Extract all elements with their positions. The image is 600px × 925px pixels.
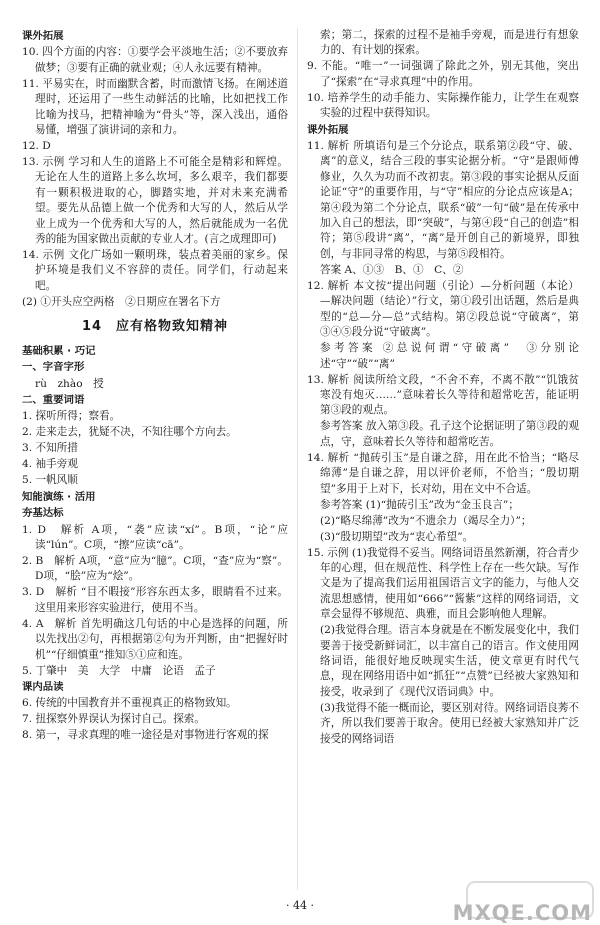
answer-item: 5. 一帆风顺 <box>22 474 78 487</box>
answer-item: 14. 解析 “抛砖引玉”是自谦之辞，用在此不恰当；“略尽绵薄”是自谦之辞，用以评价老师，不恰当；“殷切期望”多用于上对下，长对幼，用在文中不合适。 <box>307 451 579 495</box>
answer-item: 10. 培养学生的动手能力、实际操作能力，让学生在观察实验的过程中获得知识。 <box>307 91 579 120</box>
right-column <box>307 28 579 748</box>
answer-item: 10. 四个方面的内容：①要学会平淡地生活；②不要放弃做梦；③要有正确的就业观；④人永远要有精神。 <box>22 46 288 74</box>
answer-item: 11. 解析 所填语句是三个分论点，联系第②段“守、破、离”的意义，结合三段的事实论据分析。“守”是跟师傅修业，久久为功而不改初衷。第③段的事实论据从反面论证“守”的重要作用，与“守”相应的分论点应该是A；第④段为第二个分论点，联系“破”一句“破”是在传承中加入自己的想法，即“突破”，与第④段“自己的创造”相符；第⑤段讲“离”，“离”是开创自己的新境界，即独创，与非同寻常的构思，与第⑤段相符。 <box>307 140 579 260</box>
answer-line: 参考答案 (1)“抛砖引玉”改为“金玉良言”； <box>320 498 519 511</box>
watermark-text: MXQE.COM <box>452 900 592 925</box>
answer-continuation: (3)我觉得不能一概而论，要区别对待。网络词语良莠不齐，所以我们要善于取舍。使用已经被大家熟知并广泛接受的网络词语 <box>320 701 579 745</box>
answer-item: 3. D 解析 “目不暇接”形容东西太多，眼睛看不过来。这里用来形容实验进行，使用不当。 <box>22 586 288 614</box>
answer-item: 14. 示例 文化广场如一颗明珠，装点着美丽的家乡。保护环境是我们义不容辞的责任。同学们，行动起来吧。 <box>22 249 288 292</box>
answer-item: 12. 解析 本文按“提出问题（引论）—分析问题（本论）—解决问题（结论）”行文，第①段引出话题，然后是典型的“总—分—总”式结构。第②段总说“守破离”，第③④⑤段分说“守破离”。 <box>307 279 579 339</box>
answer-item: 4. A 解析 首先明确这几句话的中心是选择的问题，所以先找出②句，再根据第②句为开判断，由“把握好时机”“仔细慎重”推知⑤①应和连。 <box>22 617 288 661</box>
answer-item: 15. 示例 (1)我觉得不妥当。网络词语虽然新潮，符合青少年的心理，但在规范性、科学性上存在一些欠缺。写作文是为了提高我们运用祖国语言文字的能力，与他人交流思想感情，使用如“666”“酱紫”这样的网络词语，文章会显得不够规范、典雅，而且会影响他人理解。 <box>307 546 579 621</box>
answer-item: 6. 传统的中国教育并不重视真正的格物致知。 <box>22 697 237 710</box>
left-column <box>22 28 288 744</box>
answer-item: 13. 示例 学习和人生的道路上不可能全是精彩和辉煌。无论在人生的道路上多么坎坷，多么艰辛，我们都要有一颗积极进取的心，脚踏实地，并对未来充满希望。要先从品德上做一个优秀和大写的人，然后从学业上成为一个优秀和大写的人，然后就能成为一名优秀的能为国家做出贡献的专业人才。(言之成理即可) <box>22 156 288 246</box>
section-heading: 二、重要词语 <box>22 393 85 406</box>
answer-continuation: (2)我觉得合理。语言本身就是在不断发展变化中，我们要善于接受新鲜词汇，以丰富自己的语言。作文使用网络词语，能很好地反映现实生活，使文章更有时代气息，现在网络用语中如“抓狂”“点赞”已经被大家熟知和接受，收录到了《现代汉语词典》中。 <box>320 624 579 698</box>
answer-item: 3. 不知所措 <box>22 442 78 455</box>
answer-item: 5. 丁肇中 美 大学 中庸 论语 孟子 <box>22 664 216 677</box>
answer-item: 11. 平易实在，时而幽默含蓄，时而激情飞扬。在阐述道理时，还运用了一些生动鲜活的比喻，比如把找工作比喻为找马，把精神喻为“骨头”等，深入浅出，通俗易懂，增强了演讲词的亲和力。 <box>22 77 288 137</box>
answer-line: 参考答案 放入第③段。孔子这个论据证明了第③段的观点，守，意味着长久等待和超常吃苦。 <box>320 420 579 448</box>
section-heading: 课内品读 <box>22 680 64 693</box>
answer-item: 8. 第一，寻求真理的唯一途径是对事物进行客观的探 <box>22 729 269 742</box>
page-number: · 44 · <box>286 899 314 912</box>
answer-continuation: 索；第二，探索的过程不是袖手旁观，而是进行有想象力的、有计划的探索。 <box>320 29 579 57</box>
answer-item: 2. B 解析 A项，“意”应为“臆”。C项，“查”应为“察”。D项，“脍”应为“烩”。 <box>22 554 288 583</box>
section-heading: 一、字音字形 <box>22 361 85 374</box>
section-heading: 课外拓展 <box>22 30 64 42</box>
answer-item: 2. 走来走去，犹疑不决，不知往哪个方向去。 <box>22 426 237 439</box>
answer-item: 4. 袖手旁观 <box>22 458 78 471</box>
answer-line: rù zhào 授 <box>35 377 104 390</box>
answer-item: 12. D <box>22 140 51 153</box>
answer-item: 13. 解析 阅读所给文段，“不舍不弃，不离不散”“饥饿贫寒没有炮灭……”意味着长久等待和超常吃苦，能证明第③段的观点。 <box>307 373 579 417</box>
answer-item: 9. 不能。“唯一”一词强调了除此之外，别无其他，突出了“探索”在“寻求真理”中的作用。 <box>307 60 579 88</box>
section-heading: 夯基达标 <box>22 507 64 520</box>
column-divider <box>297 28 298 890</box>
section-heading: 基础积累 · 巧记 <box>22 344 96 357</box>
answer-item: 1. D 解析 A项，“袭”应读“xí”。B项，“论”应读“lún”。C项，“擦”应读“cā”。 <box>22 523 288 551</box>
answer-continuation: (2)“略尽绵薄”改为“不遗余力（竭尽全力）”； <box>320 514 532 527</box>
answer-line: 答案 A、①③ B、① C、② <box>320 263 464 276</box>
answer-item: 7. 扭探察外界误认为探讨自己。探索。 <box>22 713 205 726</box>
section-heading: 课外拓展 <box>307 123 349 136</box>
answer-continuation: (3)“殷切期望”改为“衷心希望”。 <box>320 530 474 543</box>
answer-item: 1. 探听所得；察看。 <box>22 410 121 423</box>
answer-item: (2) ①开头应空两格 ②日期应在署名下方 <box>22 295 221 308</box>
answer-line: 参考答案 ②总说何谓“守破离” ③分别论述“守”“破”“离” <box>320 342 579 370</box>
section-heading: 知能演练 · 活用 <box>22 490 96 503</box>
lesson-title: 14 应有格物致知精神 <box>81 319 229 335</box>
